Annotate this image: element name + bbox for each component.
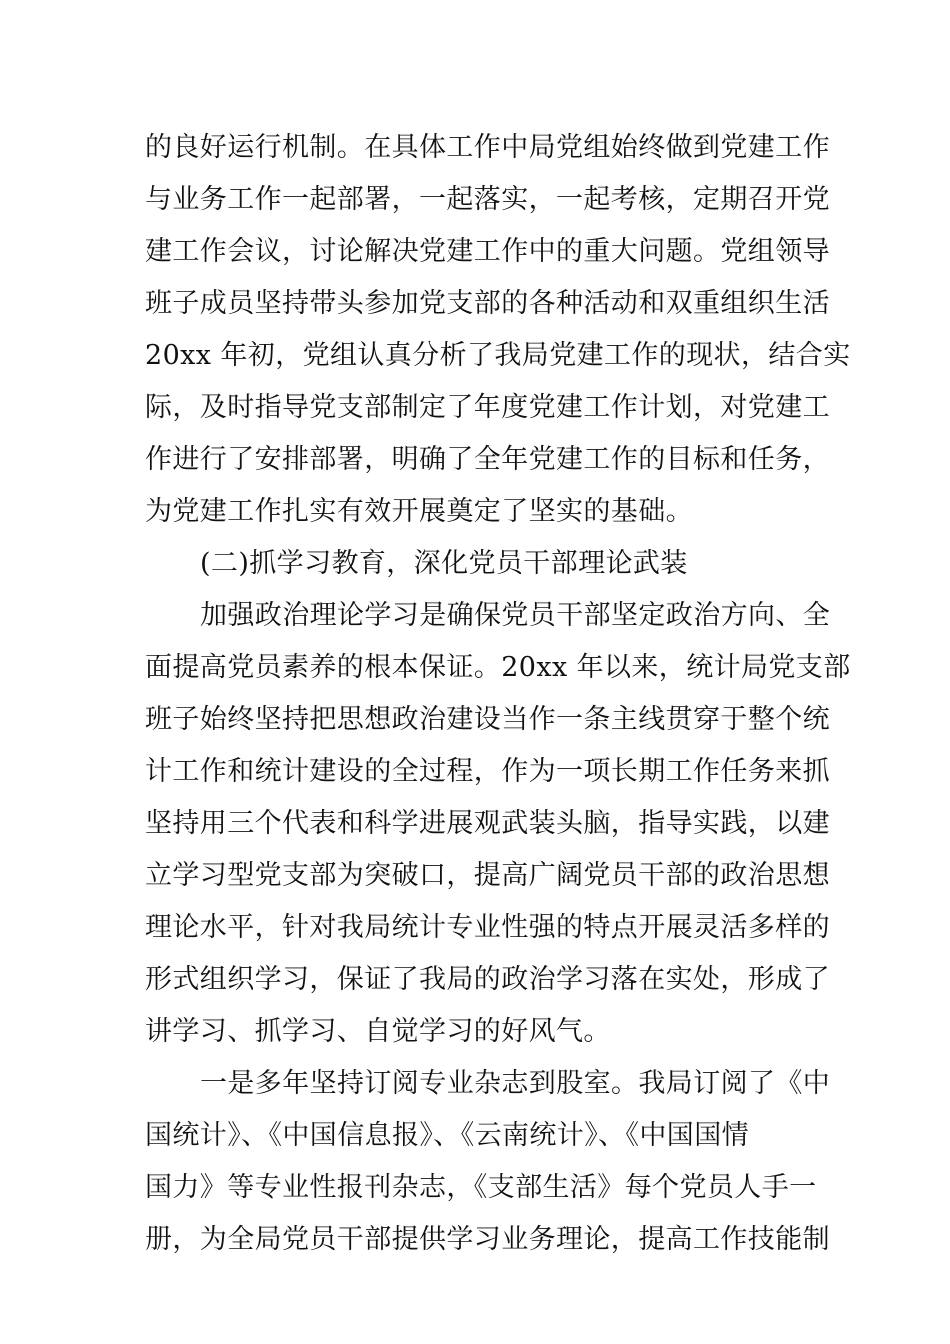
text-line: 建工作会议，讨论解决党建工作中的重大问题。党组领导: [145, 236, 830, 267]
text-line: 20xx 年初，党组认真分析了我局党建工作的现状，结合实: [145, 340, 851, 371]
text-line: 册，为全局党员干部提供学习业务理论，提高工作技能制: [145, 1224, 830, 1255]
text-line: 讲学习、抓学习、自觉学习的好风气。: [145, 1016, 611, 1047]
text-line: 国力》等专业性报刊杂志，《支部生活》每个党员人手一: [145, 1172, 817, 1203]
text-line: 作进行了安排部署，明确了全年党建工作的目标和任务，: [145, 444, 830, 475]
section-heading: (二)抓学习教育，深化党员干部理论武装: [200, 548, 688, 579]
text-line: 计工作和统计建设的全过程，作为一项长期工作任务来抓: [145, 756, 830, 787]
text-line: 面提高党员素养的根本保证。20xx 年以来，统计局党支部: [145, 652, 851, 683]
text-line: 为党建工作扎实有效开展奠定了坚实的基础。: [145, 496, 693, 527]
text-line: 际，及时指导党支部制定了年度党建工作计划，对党建工: [145, 392, 830, 423]
text-line: 国统计》、《中国信息报》、《云南统计》、《中国国情: [145, 1120, 749, 1151]
text-line: 班子成员坚持带头参加党支部的各种活动和双重组织生活: [145, 288, 830, 319]
text-line: 加强政治理论学习是确保党员干部坚定政治方向、全: [200, 600, 831, 631]
text-line: 的良好运行机制。在具体工作中局党组始终做到党建工作: [145, 132, 830, 163]
text-line: 与业务工作一起部署，一起落实，一起考核，定期召开党: [145, 184, 830, 215]
text-line: 形式组织学习，保证了我局的政治学习落在实处，形成了: [145, 964, 830, 995]
text-line: 立学习型党支部为突破口，提高广阔党员干部的政治思想: [145, 860, 830, 891]
text-line: 坚持用三个代表和科学进展观武装头脑，指导实践，以建: [145, 808, 830, 839]
text-line: 一是多年坚持订阅专业杂志到股室。我局订阅了《中: [200, 1068, 831, 1099]
text-line: 班子始终坚持把思想政治建设当作一条主线贯穿于整个统: [145, 704, 830, 735]
text-line: 理论水平，针对我局统计专业性强的特点开展灵活多样的: [145, 912, 830, 943]
